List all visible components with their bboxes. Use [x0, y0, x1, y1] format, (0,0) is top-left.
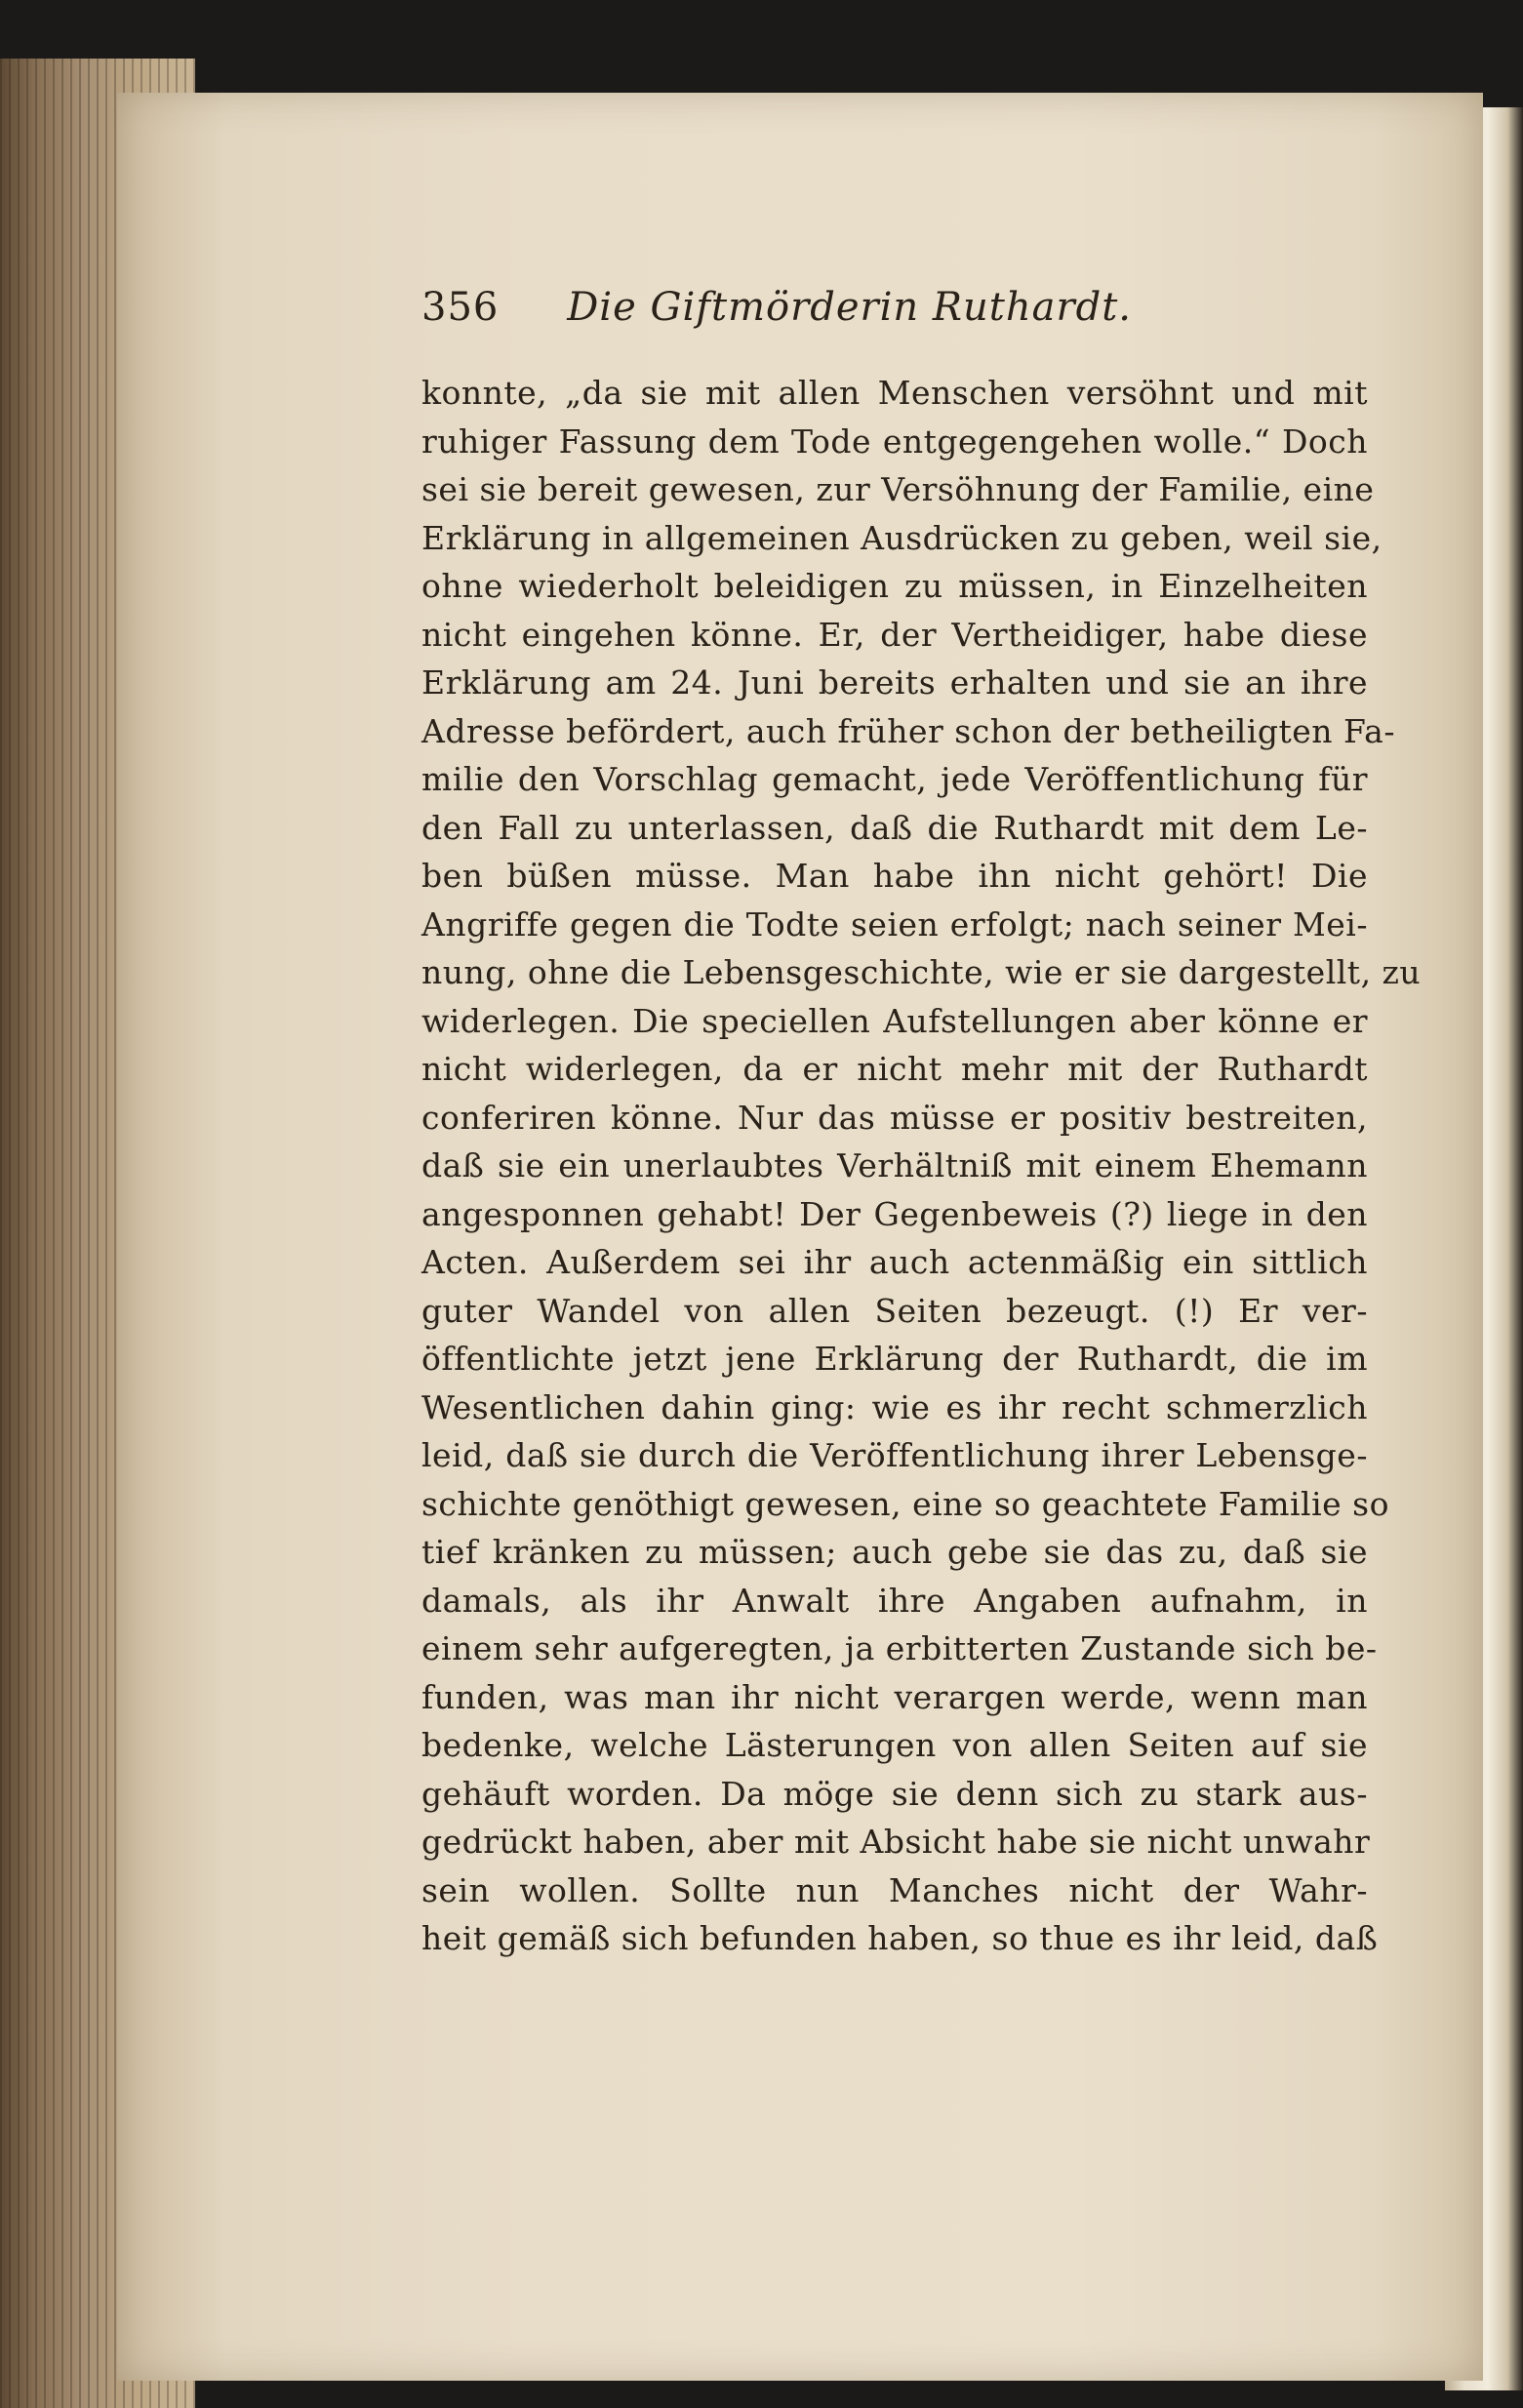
text-line: milie den Vorschlag gemacht, jede Veröffentlichung für	[421, 760, 1368, 798]
text-line: nung, ohne die Lebensgeschichte, wie er sie dargestellt, zu	[421, 953, 1422, 991]
text-line: angesponnen gehabt! Der Gegenbeweis (?) liege in den	[421, 1194, 1368, 1233]
text-line: konnte, „da sie mit allen Menschen versöhnt und mit	[421, 374, 1368, 412]
text-line: gehäuft worden. Da möge sie denn sich zu stark aus-	[421, 1774, 1368, 1813]
text-line: funden, was man ihr nicht verargen werde, wenn man	[421, 1677, 1368, 1716]
text-line: Angriffe gegen die Todte seien erfolgt; nach seiner Mei-	[421, 904, 1368, 943]
text-line: Wesentlichen dahin ging: wie es ihr recht schmerzlich	[421, 1387, 1368, 1426]
text-line: conferiren könne. Nur das müsse er positiv bestreiten,	[421, 1098, 1368, 1137]
text-line: leid, daß sie durch die Veröffentlichung ihrer Lebensge-	[421, 1436, 1368, 1474]
text-line: damals, als ihr Anwalt ihre Angaben aufnahm, in	[421, 1581, 1368, 1620]
text-line: gedrückt haben, aber mit Absicht habe sie nicht unwahr	[421, 1823, 1371, 1861]
text-line: widerlegen. Die speciellen Aufstellungen aber könne er	[421, 1001, 1368, 1040]
text-line: Adresse befördert, auch früher schon der betheiligten Fa-	[421, 711, 1395, 750]
text-line: guter Wandel von allen Seiten bezeugt. (!) Er ver-	[421, 1291, 1368, 1330]
text-line: schichte genöthigt gewesen, eine so geachtete Familie so	[421, 1484, 1389, 1523]
text-line: sei sie bereit gewesen, zur Versöhnung der Familie, eine	[421, 470, 1375, 508]
text-line: tief kränken zu müssen; auch gebe sie das zu, daß sie	[421, 1533, 1368, 1571]
text-line: ben büßen müsse. Man habe ihn nicht gehört! Die	[421, 857, 1368, 895]
text-line: sein wollen. Sollte nun Manches nicht der Wahr-	[421, 1870, 1368, 1909]
text-line: den Fall zu unterlassen, daß die Ruthardt mit dem Le-	[421, 808, 1368, 847]
page-header	[421, 285, 1132, 340]
text-line: Erklärung in allgemeinen Ausdrücken zu geben, weil sie,	[421, 518, 1383, 557]
text-line: nicht widerlegen, da er nicht mehr mit der Ruthardt	[421, 1050, 1368, 1088]
text-line: ohne wiederholt beleidigen zu müssen, in Einzelheiten	[421, 567, 1368, 605]
text-line: nicht eingehen könne. Er, der Vertheidiger, habe diese	[421, 615, 1368, 654]
text-line: bedenke, welche Lästerungen von allen Seiten auf sie	[421, 1726, 1368, 1764]
running-head: Die Giftmörderin Ruthardt.	[567, 285, 1132, 330]
text-line: ruhiger Fassung dem Tode entgegengehen wolle.“ Doch	[421, 421, 1368, 461]
text-line: Erklärung am 24. Juni bereits erhalten und sie an ihre	[421, 663, 1368, 702]
text-line: öffentlichte jetzt jene Erklärung der Ruthardt, die im	[421, 1340, 1368, 1378]
text-line: Acten. Außerdem sei ihr auch actenmäßig ein sittlich	[421, 1243, 1368, 1281]
page-body-text	[421, 369, 1422, 1963]
text-line: heit gemäß sich befunden haben, so thue es ihr leid, daß	[421, 1919, 1379, 1957]
text-line: daß sie ein unerlaubtes Verhältniß mit einem Ehemann	[421, 1146, 1368, 1184]
page-number: 356	[421, 285, 500, 330]
text-line: einem sehr aufgeregten, ja erbitterten Zustande sich be-	[421, 1629, 1378, 1667]
